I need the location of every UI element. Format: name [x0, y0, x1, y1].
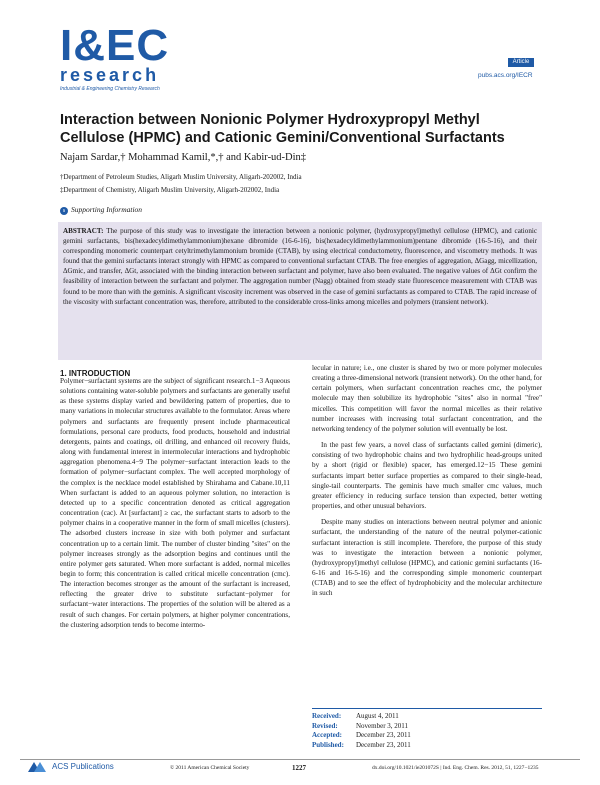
journal-logo-subtitle: Industrial & Engineering Chemistry Research — [60, 86, 160, 92]
affiliation-2: ‡Department of Chemistry, Aligarh Muslim University, Aligarh-202002, India — [60, 186, 280, 194]
paragraph: In the past few years, a novel class of surfactants called gemini (dimeric), consisting of two hydrophobic chains and two hydrophilic head-groups united by a short (rigid or flexible) spacer, has emerged.12−15 These gemini surfactants impart better surface properties as compared to their single-head, single-tail counterparts. The geminis have much smaller cmc values, much greater efficiency in reducing surface tension than expected, better wetting properties, and other unusual behaviors. — [312, 441, 542, 511]
copyright-text: © 2011 American Chemical Society — [170, 765, 250, 771]
paragraph: lecular in nature; i.e., one cluster is shared by two or more polymer molecules creating a three-dimensional network (transient network). On the other hand, for certain polymers, when surfactant concentration reaches cmc, the polymer molecule may then solubilize its hydrophobic "sites" also in normal "free" micelles. This competition will favor the normal micelles as their relative number increases with increasing total surfactant concentration, and the networking tendency of the polymer solution will eventually be lost. — [312, 364, 542, 433]
paper-title: Interaction between Nonionic Polymer Hydroxypropyl Methyl Cellulose (HPMC) and Cationic Gemini/Conventional Surfactants — [60, 112, 505, 146]
journal-logo-research: research — [60, 65, 160, 85]
publication-dates — [312, 712, 411, 750]
acs-logo-icon — [26, 760, 48, 779]
journal-url-link[interactable]: pubs.acs.org/IECR — [478, 72, 533, 79]
supporting-info-icon: s — [60, 207, 68, 215]
paragraph: Polymer−surfactant systems are the subject of significant research.1−3 Aqueous solutions containing water-soluble polymers and surfactants are generally useful as these systems display varied and bewildering pattern of properties, due to many variations in molecular structures available to the formulator. Areas where polymers and surfactants are frequently present include pharmaceutical formulations, personal care products, food products, household and industrial detergents, paints and coatings, oil drilling, and enhanced oil recovery fluids, along with fundamental interest in intermolecular interactions and hydrophobic aggregation phenomena.4−9 The polymer−surfactant interaction leads to the formation of polymer−surfactant complex. The well accepted morphology of the complex is the necklace model established by Shirahama and Cabane.10,11 When surfactant is added to an aqueous polymer solution, no interaction is detected up to a specific concentration denoted as critical aggregation concentration (cac). At [surfactant] ≥ cac, the surfactant starts to adsorb to the polymer chains in a cooperative manner in the form of small micelles (clusters). The adsorbed clusters increase in size with both polymer and surfactant concentration up to a certain limit. The number of cluster binding "sites" on the polymer increases strongly as the adsorption begins and continues until the entire polymer gets saturated. When more surfactant is added, normal micelles begin to form; this concentration is called critical micelle concentration (cmc). The interaction becomes stronger as the amount of the surfactant is increased, reflecting the greater drive to substitute surfactant−polymer for surfactant−water interactions. The properties of the solution will be altered as a result of such changes. For certain polymers, at higher polymer concentrations, the clustering adsorption tends to become intermo- — [60, 377, 290, 629]
article-type-badge: Article — [508, 58, 534, 67]
affiliation-1: †Department of Petroleum Studies, Aligarh Muslim University, Aligarh-202002, India — [60, 173, 302, 181]
supporting-info-label: Supporting Information — [71, 205, 143, 214]
author-list: Najam Sardar,† Mohammad Kamil,*,† and Kabir-ud-Din‡ — [60, 152, 307, 163]
dates-divider — [312, 708, 542, 709]
journal-logo: I&EC — [60, 21, 170, 70]
paragraph: Despite many studies on interactions between neutral polymer and anionic surfactant, the understanding of the nature of the neutral polymer-cationic surfactant interaction is still incomplete. Therefore, the purpose of this study was to investigate the interaction between a nonionic polymer, (hydroxypropyl)methyl cellulose (HPMC), and cationic gemini surfactants (16-6-16 and 16-5-16) and the corresponding simple monomeric counterpart (CTAB) and to see the effect of hydrophobicity and the molecular architecture in such — [312, 518, 542, 598]
date-row: Published: December 23, 2011 — [312, 740, 411, 749]
body-column-right — [312, 363, 542, 598]
footer-divider — [20, 759, 580, 760]
supporting-info-link[interactable] — [60, 205, 142, 215]
date-row: Revised: November 3, 2011 — [312, 721, 409, 730]
section-heading-introduction: 1. INTRODUCTION — [60, 369, 131, 378]
abstract-box — [58, 222, 542, 360]
body-column-left — [60, 376, 290, 630]
abstract-text: The purpose of this study was to investigate the interaction between a nonionic polymer, (hydroxypropyl)methyl cellulose (HPMC), and cationic gemini surfactants, bis(hexadecyldimethylammonium)hexane dibromide (16-6-16), bis(hexadecyldimethylammonium)pentane dibromide (16-5-16), and their corresponding monomeric counterpart cetyltrimethylammonium bromide (CTAB), by using electrical conductometry, fluorescence, and viscometry methods. It was found that the gemini surfactants interact strongly with HPMC as compared to conventional surfactant CTAB. The free energies of aggregation, ΔGagg, micellization, ΔGmic, and transfer, ΔGt, associated with the binding interaction between surfactant and polymer, have also been evaluated. The negative values of ΔGt confirm the feasibility of interaction between the surfactant and polymer. The aggregation number (Nagg) obtained from steady state fluorescence measurement with CTAB was found to be more than with the geminis. A significant viscosity increment was observed in the case of gemini surfactants as compared to CTAB. The rapid increase of the viscosity with surfactant concentration was, therefore, attributed to the considerable cross-links among micelles and polymers (transient network). — [63, 227, 537, 306]
publisher-name: ACS Publications — [52, 762, 114, 771]
page-number: 1227 — [292, 764, 306, 772]
abstract-label: ABSTRACT: — [63, 227, 104, 235]
doi-citation[interactable]: dx.doi.org/10.1021/ie201072S | Ind. Eng. Chem. Res. 2012, 51, 1227−1235 — [372, 765, 539, 771]
date-row: Received: August 4, 2011 — [312, 712, 399, 720]
date-row: Accepted: December 23, 2011 — [312, 731, 411, 739]
